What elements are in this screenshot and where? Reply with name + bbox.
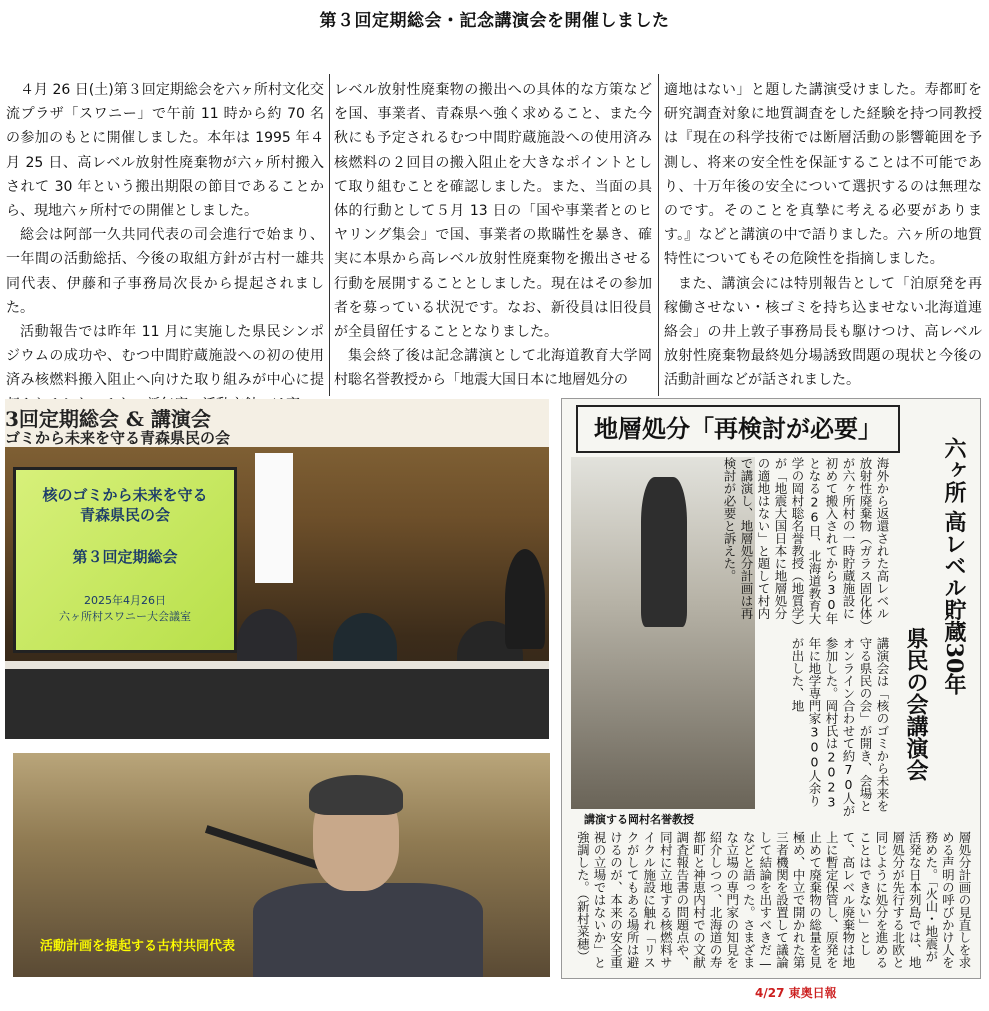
screen-line-2: 青森県民の会 [79, 506, 170, 524]
paragraph: 総会は阿部一久共同代表の司会進行で始まり、一年間の活動総括、今後の取組方針が古村一雄共同代表、伊藤和子事務局次長から提起されました。 [6, 227, 324, 316]
speaker-figure [505, 549, 545, 649]
article-column-3 [664, 78, 982, 393]
newspaper-clipping [561, 398, 981, 979]
projection-screen [13, 467, 237, 653]
paragraph: レベル放射性廃棄物の搬出への具体的な方策などを国、事業者、青森県へ強く求めること、また今秋にも予定されるむつ中間貯蔵施設への使用済み核燃料の２回目の搬入阻止を大きなポイントとして取り組むことを確認しました。また、当面の具体的行動として５月 13 日の「国や事業者とのヒヤリング集会」で国、事業者の欺瞞性を暴き、確実に本県から高レベル放射性廃棄物を搬出させる行動を展開することとしました。現在はその参加者を募っている状況です。なお、新役員は旧役員が全員留任することとなりました。 [334, 82, 652, 341]
screen-line-5: 六ヶ所村スワニー大会議室 [59, 610, 191, 623]
table [5, 669, 549, 739]
screen-line-3: 第３回定期総会 [72, 548, 178, 566]
paragraph: 活動報告では昨年 11 月に実施した県民シンポジウムの成功や、むつ中間貯蔵施設への初の使用済み核燃料搬入阻止へ向けた取り組みが中心に提 [6, 324, 324, 389]
paragraph: 集会終了後は記念講演として北海道教育大学岡村聡名誉教授から「地震大国日本に地層処分の [334, 348, 652, 389]
newspaper-text: 層処分計画の見直しを求める声明の呼びかけ人を務めた。「火山・地震が活発な日本列島では、地層処分が先行する北欧と同じように処分を進めることはできない」として、高レベル廃棄物は地上に暫定保管し、原発を止めて廃棄物の総量を見極め、中立で開かれた第三者機関を設置して議論して結論を出すべきだ—などと語った。さまざまな立場の専門家の知見を紹介しつつ、北海道の寿都町と神恵内村での文献調査報告書の問題点や、同村に立地する核燃料サイクル施設に触れ「リスクがしてもある場所は避けるのが、本来の安全重視の立場ではないか」と強調した。（新村菜穂） [575, 831, 972, 971]
speaker-body [253, 883, 483, 977]
column-divider [658, 74, 659, 396]
meeting-photo [5, 399, 549, 739]
newspaper-side-head: 六ヶ所 高レベル貯蔵30年 [941, 437, 967, 696]
newspaper-credit: 4/27 東奥日報 [755, 986, 837, 1000]
banner-line-1: 3回定期総会 & 講演会 [5, 407, 211, 431]
meeting-banner [5, 399, 549, 447]
lecturer-figure [641, 477, 687, 627]
banner-line-2: ゴミから未来を守る青森県民の会 [5, 429, 231, 447]
speaker-hair [309, 775, 403, 815]
newspaper-photo-caption: 講演する岡村名誉教授 [584, 813, 694, 826]
screen-line-1: 核のゴミから未来を守る [42, 486, 208, 504]
photo-caption: 活動計画を提起する古村共同代表 [40, 939, 236, 954]
article-column-2 [334, 78, 652, 393]
article-column-1 [6, 78, 324, 417]
paragraph: ４月 26 日(土)第３回定期総会を六ヶ所村文化交流プラザ「スワニー」で午前 11 時から約 70 名の参加のもとに開催しました。本年は 1995 年４月 25 日、高レベル放射性廃棄物が六ヶ所村搬入されて 30 年という搬出期限の節目であることから、現地六ヶ所村での開催としました。 [6, 82, 324, 220]
screen-line-4: 2025年4月26日 [84, 594, 166, 607]
hanging-sign [255, 453, 293, 583]
column-divider [329, 74, 330, 396]
paragraph: また、講演会には特別報告として「泊原発を再稼働させない・核ゴミを持ち込ませない北海道連絡会」の井上敦子事務局長も駆けつけ、高レベル放射性廃棄物最終処分場誘致問題の現状と今後の活動計画などが話されました。 [664, 275, 982, 389]
newspaper-side-head-2: 県民の会講演会 [903, 627, 929, 781]
paragraph: 適地はない」と題した講演受けました。寿都町を研究調査対象に地質調査をした経験を持つ同教授は『現在の科学技術では断層活動の影響範囲を予測し、将来の安全性を保証することは不可能であり、十万年後の安全について選択するのは無理なのです。そのことを真摯に考える必要があります。』などと講演の中で語りました。六ヶ所の地質特性についてもその危険性を指摘しました。 [664, 82, 982, 268]
newspaper-text: 海外から返還された高レベル放射性廃棄物（ガラス固化体）が六ヶ所村の一時貯蔵施設に初めて搬入されてから30年となる26日、北海道教育大学の岡村聡名誉教授（地質学）が「地震大国日本に地層処分の適地はない」と題して村内で講演し、地層処分計画は再検討が必要と訴えた。 [722, 457, 890, 626]
newspaper-headline: 地層処分「再検討が必要」 [576, 405, 900, 453]
newspaper-text: 講演会は「核のゴミから未来を守る県民の会」が開き、会場とオンライン合わせて約70人が参加した。岡村氏は2023年に地学専門家300人余りが出した、地 [790, 637, 890, 817]
speaker-photo [13, 753, 550, 977]
page-title: 第３回定期総会・記念講演会を開催しました [319, 11, 670, 31]
